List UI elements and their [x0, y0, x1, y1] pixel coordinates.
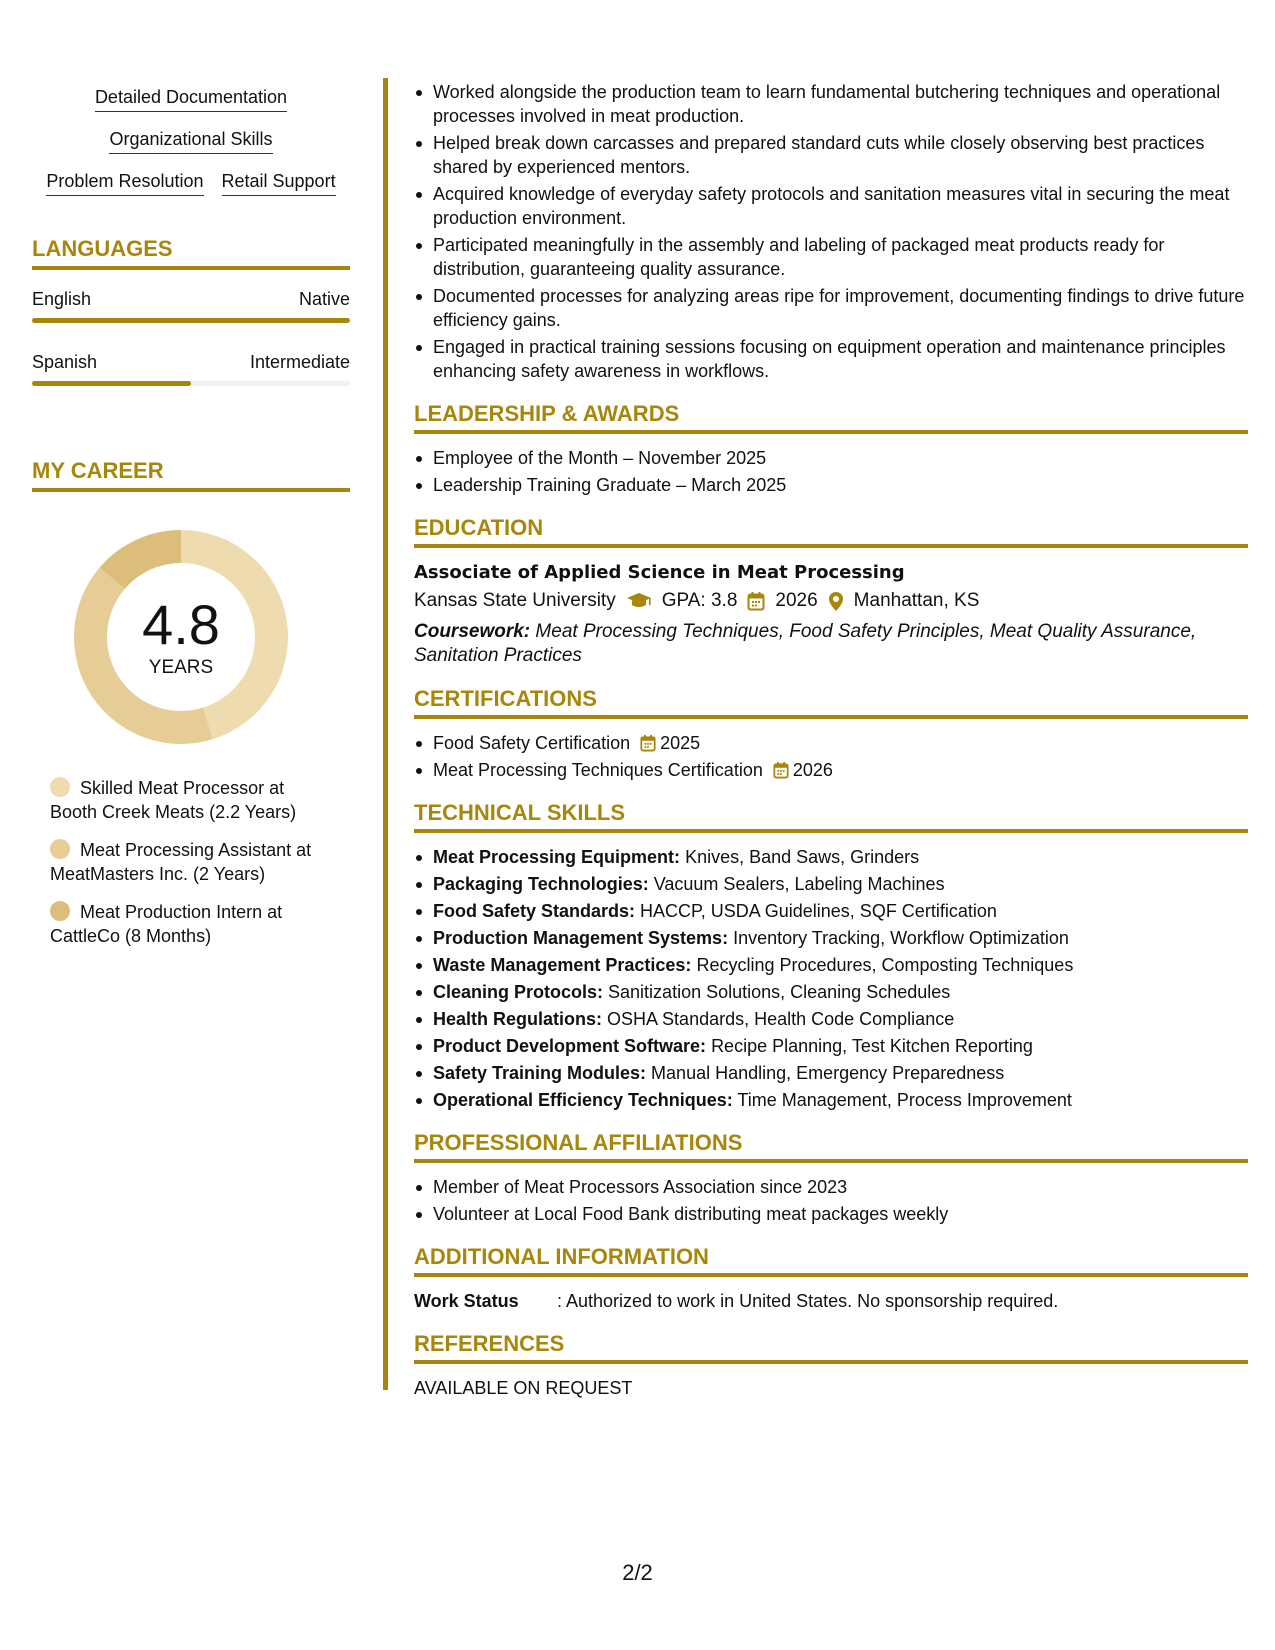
skill-category: Meat Processing Equipment:	[433, 847, 681, 867]
column-divider	[383, 78, 388, 1390]
skill-item	[414, 845, 1248, 869]
skill-item	[414, 980, 1248, 1004]
experience-bullet: Acquired knowledge of everyday safety protocols and sanitation measures vital in securing the meat production environment.	[414, 182, 1248, 230]
coursework	[414, 620, 1248, 668]
certification-item	[414, 758, 1248, 782]
skill-tag: Retail Support	[222, 170, 336, 196]
skill-values: Vacuum Sealers, Labeling Machines	[653, 874, 945, 894]
language-bar-fill	[32, 381, 191, 386]
school-location: Manhattan, KS	[853, 590, 980, 611]
calendar-icon	[640, 734, 656, 752]
skill-item	[414, 926, 1248, 950]
award-item: Leadership Training Graduate – March 2025	[414, 473, 1248, 497]
skill-values: OSHA Standards, Health Code Compliance	[607, 1009, 955, 1029]
education-meta	[414, 586, 1248, 616]
language-item	[32, 288, 350, 323]
skill-values: Manual Handling, Emergency Preparedness	[651, 1063, 1005, 1083]
left-column	[32, 86, 350, 962]
affiliation-item: Volunteer at Local Food Bank distributing meat packages weekly	[414, 1202, 1248, 1226]
graduation-cap-icon	[626, 592, 652, 610]
skill-values: Sanitization Solutions, Cleaning Schedules	[608, 982, 951, 1002]
career-unit: YEARS	[148, 657, 214, 678]
skill-category: Safety Training Modules:	[433, 1063, 647, 1083]
skill-row	[32, 128, 350, 154]
references-section	[414, 1331, 1248, 1400]
legend-label: Meat Processing Assistant at MeatMasters Inc. (2 Years)	[50, 840, 312, 884]
language-name: Spanish	[32, 352, 98, 372]
work-status-row	[414, 1289, 1248, 1313]
legend-label: Skilled Meat Processor at Booth Creek Meats (2.2 Years)	[50, 778, 297, 822]
language-item	[32, 351, 350, 386]
experience-bullet: Helped break down carcasses and prepared standard cuts while closely observing best practices shared by experienced mentors.	[414, 131, 1248, 179]
language-level: Native	[298, 289, 350, 309]
skill-category: Waste Management Practices:	[433, 955, 692, 975]
calendar-icon	[773, 761, 789, 779]
skill-category: Health Regulations:	[433, 1009, 603, 1029]
skill-category: Product Development Software:	[433, 1036, 707, 1056]
coursework-list: Meat Processing Techniques, Food Safety Principles, Meat Quality Assurance, Sanitation Practices	[414, 621, 1197, 666]
affiliation-item: Member of Meat Processors Association since 2023	[414, 1175, 1248, 1199]
legend-dot	[50, 839, 70, 859]
skill-row	[32, 86, 350, 112]
skill-item	[414, 872, 1248, 896]
skill-tag: Organizational Skills	[109, 128, 272, 154]
education-section	[414, 515, 1248, 668]
technical-skills-heading: TECHNICAL SKILLS	[414, 800, 1248, 833]
skill-tag: Detailed Documentation	[95, 86, 287, 112]
skill-item	[414, 1088, 1248, 1112]
skill-item	[414, 1034, 1248, 1058]
references-text: AVAILABLE ON REQUEST	[414, 1378, 633, 1398]
skill-item	[414, 1007, 1248, 1031]
skill-values: Knives, Band Saws, Grinders	[685, 847, 920, 867]
skill-category: Operational Efficiency Techniques:	[433, 1090, 733, 1110]
leadership-heading: LEADERSHIP & AWARDS	[414, 401, 1248, 434]
skill-values: Inventory Tracking, Workflow Optimization	[733, 928, 1069, 948]
skill-values: Recycling Procedures, Composting Techniques	[696, 955, 1074, 975]
skill-category: Food Safety Standards:	[433, 901, 636, 921]
coursework-label: Coursework:	[414, 621, 531, 642]
skill-item	[414, 899, 1248, 923]
experience-bullet: Engaged in practical training sessions focusing on equipment operation and maintenance principles enhancing safety awareness in workflows.	[414, 335, 1248, 383]
certification-name: Food Safety Certification	[433, 733, 631, 753]
career-heading: MY CAREER	[32, 458, 350, 492]
degree-title: Associate of Applied Science in Meat Processing	[414, 562, 905, 583]
skill-category: Cleaning Protocols:	[433, 982, 604, 1002]
career-total-years: 4.8	[142, 593, 220, 656]
language-bar	[32, 318, 350, 323]
references-heading: REFERENCES	[414, 1331, 1248, 1364]
calendar-icon	[747, 591, 765, 611]
experience-bullet: Worked alongside the production team to learn fundamental butchering techniques and operational processes involved in meat production.	[414, 80, 1248, 128]
skills-tags	[32, 86, 350, 196]
skill-category: Production Management Systems:	[433, 928, 729, 948]
award-item: Employee of the Month – November 2025	[414, 446, 1248, 470]
skill-values: Time Management, Process Improvement	[737, 1090, 1072, 1110]
language-bar	[32, 381, 350, 386]
certification-year: 2025	[660, 733, 701, 753]
legend-item	[50, 776, 320, 824]
certification-name: Meat Processing Techniques Certification	[433, 760, 763, 780]
graduation-year: 2026	[775, 590, 818, 611]
certification-item	[414, 731, 1248, 755]
skill-values: Recipe Planning, Test Kitchen Reporting	[711, 1036, 1033, 1056]
languages-section	[32, 236, 350, 386]
technical-skills-section	[414, 800, 1248, 1112]
legend-label: Meat Production Intern at CattleCo (8 Months)	[50, 902, 283, 946]
certification-year: 2026	[792, 760, 833, 780]
education-heading: EDUCATION	[414, 515, 1248, 548]
legend-item	[50, 900, 320, 948]
languages-heading: LANGUAGES	[32, 236, 350, 270]
skill-item	[414, 1061, 1248, 1085]
legend-dot	[50, 777, 70, 797]
leadership-section	[414, 401, 1248, 497]
work-status-label: Work Status	[414, 1291, 519, 1311]
school-name: Kansas State University	[414, 590, 616, 611]
donut-center	[66, 522, 296, 752]
language-level: Intermediate	[249, 352, 350, 372]
affiliations-heading: PROFESSIONAL AFFILIATIONS	[414, 1130, 1248, 1163]
legend-item	[50, 838, 320, 886]
experience-bullets	[414, 80, 1248, 383]
legend-dot	[50, 901, 70, 921]
experience-bullet: Participated meaningfully in the assembly and labeling of packaged meat products ready for distribution, guaranteeing quality assurance.	[414, 233, 1248, 281]
career-legend	[32, 776, 350, 948]
certifications-heading: CERTIFICATIONS	[414, 686, 1248, 719]
gpa: GPA: 3.8	[661, 590, 738, 611]
certifications-section	[414, 686, 1248, 782]
language-bar-fill	[32, 318, 350, 323]
skill-values: HACCP, USDA Guidelines, SQF Certification	[640, 901, 997, 921]
map-pin-icon	[828, 591, 844, 612]
language-name: English	[32, 289, 92, 309]
career-section	[32, 458, 350, 948]
skill-row	[32, 170, 350, 196]
additional-info-section	[414, 1244, 1248, 1313]
career-donut-chart	[32, 522, 350, 762]
affiliations-section	[414, 1130, 1248, 1226]
page-number: 2/2	[622, 1560, 653, 1585]
additional-info-heading: ADDITIONAL INFORMATION	[414, 1244, 1248, 1277]
work-status-value: : Authorized to work in United States. No sponsorship required.	[557, 1291, 1059, 1311]
experience-bullet: Documented processes for analyzing areas ripe for improvement, documenting findings to drive future efficiency gains.	[414, 284, 1248, 332]
skill-tag: Problem Resolution	[46, 170, 203, 196]
right-column	[414, 80, 1248, 1400]
skill-category: Packaging Technologies:	[433, 874, 649, 894]
skill-item	[414, 953, 1248, 977]
